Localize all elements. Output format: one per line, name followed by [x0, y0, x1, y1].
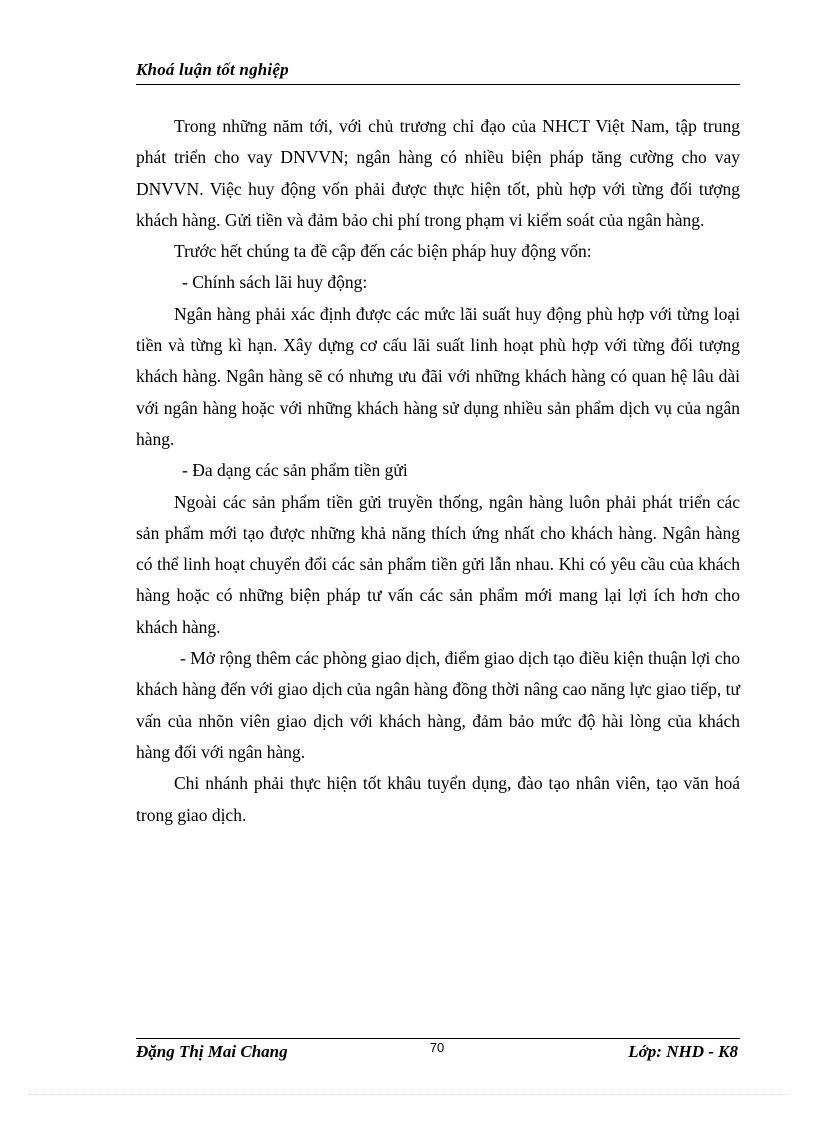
- body-text: [136, 111, 740, 831]
- paragraph-measures-lead: Trước hết chúng ta đề cập đến các biện pháp huy động vốn:: [174, 241, 592, 262]
- paragraph-recruitment: Chi nhánh phải thực hiện tốt khâu tuyển dụng, đào tạo nhân viên, tạo văn hoá trong giao dịch.: [136, 773, 740, 825]
- bullet-interest-policy: - Chính sách lãi huy động:: [182, 272, 368, 293]
- footer-divider: [136, 1038, 740, 1039]
- paragraph-deposit-products: Ngoài các sản phẩm tiền gửi truyền thống, ngân hàng luôn phải phát triển các sản phẩm mới tạo được những khả năng thích ứng nhất cho khách hàng. Ngân hàng có thể linh hoạt chuyển đổi các sản phẩm tiền gửi lẫn nhau. Khi có yêu cầu của khách hàng hoặc có những biện pháp tư vấn các sản phẩm mới mang lại lợi ích hơn cho khách hàng.: [136, 491, 740, 637]
- page-number: 70: [429, 1040, 445, 1055]
- header-title: Khoá luận tốt nghiệp: [136, 60, 289, 79]
- paragraph-interest-rates: Ngân hàng phải xác định được các mức lãi suất huy động phù hợp với từng loại tiền và từng kì hạn. Xây dựng cơ cấu lãi suất linh hoạt phù hợp với từng đối tượng khách hàng. Ngân hàng sẽ có nhưng ưu đãi với những khách hàng có quan hệ lâu dài với ngân hàng hoặc với những khách hàng sử dụng nhiều sản phẩm dịch vụ của ngân hàng.: [136, 303, 740, 449]
- paragraph-intro: Trong những năm tới, với chủ trương chỉ đạo của NHCT Việt Nam, tập trung phát triển cho vay DNVVN; ngân hàng có nhiều biện pháp tăng cường cho vay DNVVN. Việc huy động vốn phải được thực hiện tốt, phù hợp với từng đối tượng khách hàng. Gửi tiền và đảm bảo chi phí trong phạm vi kiểm soát của ngân hàng.: [136, 116, 740, 230]
- footer-author: Đặng Thị Mai Chang: [136, 1042, 288, 1061]
- bullet-deposit-products: - Đa dạng các sản phẩm tiền gửi: [182, 460, 408, 481]
- header-divider: [136, 84, 740, 85]
- paragraph-expand-branches: - Mở rộng thêm các phòng giao dịch, điểm giao dịch tạo điều kiện thuận lợi cho khách hàng đến với giao dịch của ngân hàng đồng thời nâng cao năng lực giao tiếp, tư vấn của nhõn viên giao dịch với khách hàng, đảm bảo mức độ hài lòng của khách hàng đối với ngân hàng.: [136, 648, 740, 762]
- page-edge-line: [28, 1094, 788, 1095]
- footer-class-label: Lớp: NHD - K8: [628, 1042, 738, 1061]
